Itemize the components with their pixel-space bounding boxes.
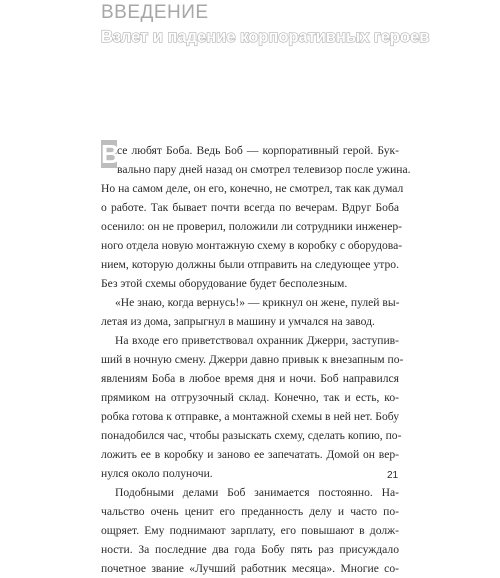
chapter-title: Взлет и падение корпоративных героев xyxy=(101,28,430,46)
text-line: ложить ее в коробку и заново ее запечатать. Домой он вер- xyxy=(101,448,399,461)
page-number: 21 xyxy=(387,470,399,481)
text-line: се любят Боба. Ведь Боб — корпоративный герой. Бук- xyxy=(117,144,399,157)
text-line: Подобными делами Боб занимается постоянно. На- xyxy=(115,486,399,499)
text-line: о работе. Так бывает почти всегда по вечерам. Вдруг Боба xyxy=(101,201,399,214)
text-line: нулся около полуночи. xyxy=(101,467,213,480)
text-line: прямиком на отгрузочный склад. Конечно, так и есть, ко- xyxy=(101,391,399,404)
text-line: Без этой схемы оборудование будет бесполезным. xyxy=(101,277,348,290)
text-line: ности. За последние два года Бобу пять раз присуждало xyxy=(101,543,399,556)
text-line: почетное звание «Лучший работник месяца». Многие со- xyxy=(101,562,399,575)
body-text xyxy=(101,141,411,578)
text-line: чальство очень ценит его преданность делу и часто по- xyxy=(101,505,399,518)
text-line: понадобился час, чтобы разыскать схему, сделать копию, по- xyxy=(101,429,402,442)
text-line: нием, которую должны были отправить на следующее утро. xyxy=(101,258,399,271)
text-line: явлениям Боба в любое время дня и ночи. Боб направился xyxy=(101,372,399,385)
text-line: робка готова к отправке, а монтажной схемы в ней нет. Бобу xyxy=(101,410,399,423)
drop-cap: В xyxy=(101,139,120,169)
text-line: ший в ночную смену. Джерри давно привык к внезапным по- xyxy=(101,353,404,366)
text-line: летая из дома, запрыгнул в машину и умчался на завод. xyxy=(101,315,375,328)
text-line: ощряет. Ему поднимают зарплату, его повышают в долж- xyxy=(101,524,399,537)
text-line: вально пару дней назад он смотрел телевизор после ужина. xyxy=(117,163,411,176)
text-line: На входе его приветствовал охранник Джерри, заступив- xyxy=(115,334,399,347)
section-label: ВВЕДЕНИЕ xyxy=(101,2,209,23)
text-line: осенило: он не проверил, положили ли сотрудники инженер- xyxy=(101,220,403,233)
text-line: ного отдела новую монтажную схему в коробку с оборудова- xyxy=(101,239,403,252)
text-line: «Не знаю, когда вернусь!» — крикнул он жене, пулей вы- xyxy=(115,296,400,309)
text-line: Но на самом деле, он его, конечно, не смотрел, так как думал xyxy=(101,182,404,195)
